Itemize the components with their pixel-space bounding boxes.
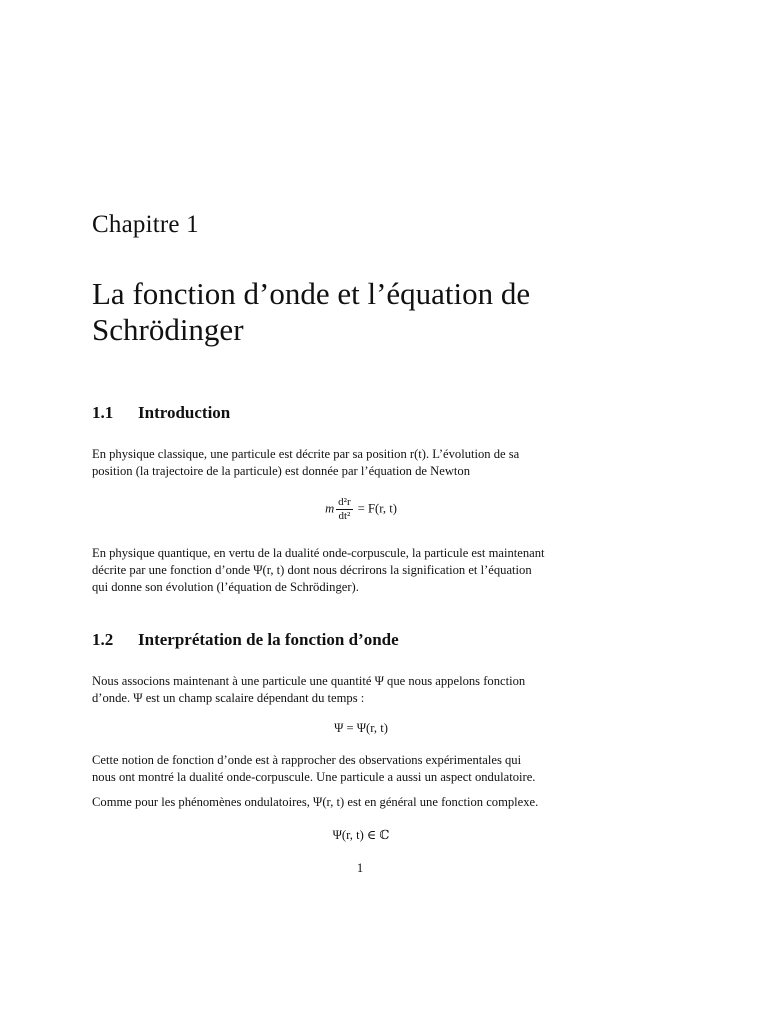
- text-line: d’onde. Ψ est un champ scalaire dépendant du temps :: [92, 691, 365, 705]
- section-heading-introduction: [92, 403, 230, 423]
- text-line: nous ont montré la dualité onde-corpuscule. Une particule a aussi un aspect ondulatoire.: [92, 770, 536, 784]
- paragraph-complex-function: [92, 794, 630, 811]
- equation-rhs: = F(r, t): [357, 501, 397, 516]
- chapter-title-line-1: La fonction d’onde et l’équation de: [92, 276, 531, 311]
- text-line: Comme pour les phénomènes ondulatoires, Ψ(r, t) est en général une fonction complexe.: [92, 795, 539, 809]
- section-number: 1.1: [92, 403, 114, 422]
- equation-fraction: [336, 496, 352, 523]
- equation-psi-complex: Ψ(r, t) ∈ ℂ: [332, 828, 390, 842]
- section-number: 1.2: [92, 630, 114, 649]
- text-line: En physique classique, une particule est décrite par sa position r(t). L’évolution de sa: [92, 447, 520, 461]
- fraction-numerator: d²r: [338, 496, 351, 508]
- text-line: qui donne son évolution (l’équation de Schrödinger).: [92, 580, 359, 594]
- section-heading-interpretation: [92, 630, 399, 650]
- text-line: Nous associons maintenant à une particule une quantité Ψ que nous appelons fonction: [92, 674, 526, 688]
- equation-mass: m: [325, 501, 335, 516]
- chapter-title: [92, 276, 652, 348]
- chapter-title-line-2: Schrödinger: [92, 312, 244, 347]
- paragraph-wave-function-definition: [92, 673, 630, 707]
- section-title: Interprétation de la fonction d’onde: [138, 630, 399, 649]
- text-line: Cette notion de fonction d’onde est à rapprocher des observations expérimentales qui: [92, 753, 522, 767]
- paragraph-classical-physics: [92, 446, 630, 480]
- paragraph-quantum-physics: [92, 545, 630, 596]
- paragraph-wave-particle-duality: [92, 752, 630, 786]
- text-line: En physique quantique, en vertu de la dualité onde-corpuscule, la particule est maintenant: [92, 546, 545, 560]
- page-number: 1: [356, 861, 364, 875]
- fraction-denominator: dt²: [338, 510, 351, 522]
- chapter-label: Chapitre 1: [92, 211, 199, 238]
- equation-psi-definition: Ψ = Ψ(r, t): [334, 721, 388, 735]
- section-title: Introduction: [138, 403, 231, 422]
- text-line: décrite par une fonction d’onde Ψ(r, t) dont nous décrirons la signification et l’équation: [92, 563, 532, 577]
- text-line: position (la trajectoire de la particule) est donnée par l’équation de Newton: [92, 464, 471, 478]
- equation-newton: [92, 496, 630, 523]
